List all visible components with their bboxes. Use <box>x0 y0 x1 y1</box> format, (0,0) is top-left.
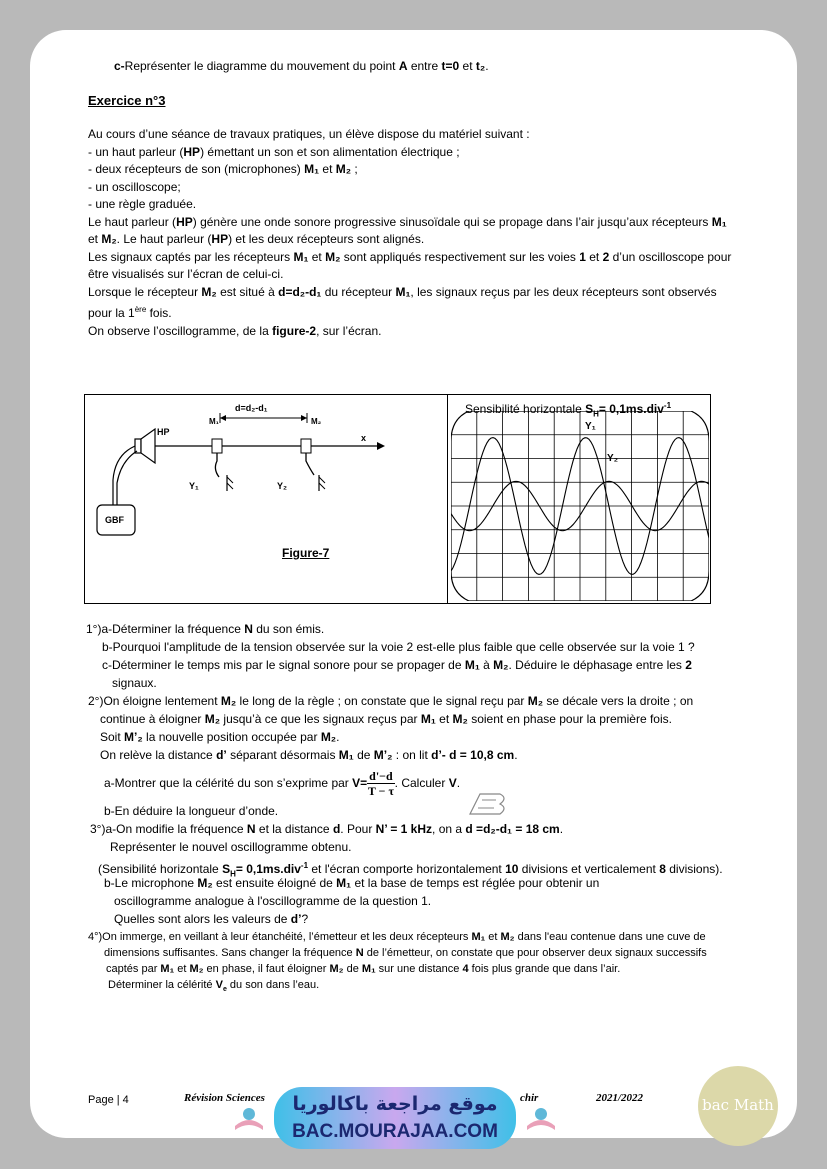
y1-label: Y₁ <box>189 481 199 491</box>
banner-site: BAC.MOURAJAA.COM <box>292 1121 498 1142</box>
header-item: c-Représenter le diagramme du mouvement du point A entre t=0 et t₂. <box>114 59 489 73</box>
footer-left: Révision Sciences <box>184 1092 265 1104</box>
book-logo-icon-right <box>524 1104 558 1134</box>
q4-line4: Déterminer la célérité $V_e$ du son dans l’eau. <box>108 979 320 994</box>
footer-right: chir <box>520 1092 539 1104</box>
setup-diagram <box>85 395 447 603</box>
bac-math-badge <box>698 1066 778 1146</box>
q4-line3: captés par M₁ et M₂ en phase, il faut éloigner M₂ de M₁ sur une distance 4 fois plus grande que dans l’air. <box>106 963 621 975</box>
q2-line4: On relève la distance d’ séparant désormais M₁ de M’₂ : on lit d’- d = 10,8 cm. <box>100 748 518 762</box>
q2b: b-En déduire la longueur d’onde. <box>104 804 279 818</box>
q1c: c-Déterminer le temps mis par le signal sonore pour se propager de M₁ à M₂. Déduire le déphasage entre les 2 <box>102 658 692 672</box>
y2-label: Y₂ <box>277 481 288 491</box>
q2a: a-Montrer que la célérité du son s’exprime par V= $\frac{d'-d}{T - \tau}$ . Calculer V. <box>104 769 461 799</box>
q4-line1: 4°)On immerge, en veillant à leur étanchéité, l’émetteur et les deux récepteurs M₁ et M₂ dans l'eau contenue dans une cuve de <box>88 931 706 943</box>
x-axis-arrow <box>377 442 385 450</box>
figure-box <box>84 394 711 604</box>
q2-line3: Soit M’₂ la nouvelle position occupée par M₂. <box>100 730 340 744</box>
badge-text: bac Math <box>702 1096 774 1114</box>
gbf-label: GBF <box>105 515 124 525</box>
exercise-title: Exercice n°3 <box>88 93 166 108</box>
q3a: 3°)a-On modifie la fréquence N et la distance d. Pour N’ = 1 kHz, on a d =d₂-d₁ = 18 cm. <box>90 822 564 836</box>
scope-y1-label: Y₁ <box>585 421 596 432</box>
footer-year: 2021/2022 <box>596 1092 644 1104</box>
q2-line1: 2°)On éloigne lentement M₂ le long de la règle ; on constate que le signal reçu par M₂ se décale vers la droite ; on <box>88 694 694 708</box>
q1c-cont: signaux. <box>112 676 157 690</box>
q3a-line2: Représenter le nouvel oscillogramme obtenu. <box>110 840 352 854</box>
intro-block: Au cours d’une séance de travaux pratiques, un élève dispose du matériel suivant : - un haut parleur (HP) émettant un son et son alimentation électrique ; - deux récepteurs de son (microphones) M₁ et M₂ ; - un oscilloscope; - une règle graduée. Le haut parleur (HP) génère une onde sonore progressive sinusoïdale qui se propage dans l’air jusqu’aux récepteurs M₁ et M₂. Le haut parleur (HP) et les deux récepteurs sont alignés. Les signaux captés par les récepteurs M₁ et M₂ sont appliqués respectivement sur les voies 1 et 2 d’un oscilloscope pour être visualisés sur l’écran de celui-ci. Lorsque le récepteur M₂ est situé à d=d₂-d₁ du récepteur M₁, les signaux reçus par les deux récepteurs sont observés pour la 1ère fois. On observe l’oscillogramme, de la figure-2, sur l’écran. <box>88 127 732 338</box>
oscilloscope-screen <box>451 411 709 601</box>
m1-label: M₁ <box>209 417 219 426</box>
figure-caption: Figure-7 <box>282 546 330 560</box>
page-number: Page | 4 <box>88 1094 129 1106</box>
distance-arrow-left <box>220 415 226 421</box>
q2-line2: continue à éloigner M₂ jusqu’à ce que les signaux reçus par M₁ et M₂ soient en phase pour la première fois. <box>100 712 672 726</box>
q1b: b-Pourquoi l'amplitude de la tension observée sur la voie 2 est-elle plus faible que celle observée sur la voie 1 ? <box>102 640 695 654</box>
m2-label: M₂ <box>311 417 322 426</box>
q1a: 1°)a-Déterminer la fréquence N du son émis. <box>86 622 325 636</box>
q3a-line3: (Sensibilité horizontale $S_H= 0,1ms.div^{-1}$ et l'écran comporte horizontalement 10 divisions et verticalement 8 divisions). <box>98 861 723 879</box>
watermark-logo-icon <box>466 790 510 818</box>
scope-title: Sensibilité horizontale $S_H= 0,1ms.div^{-1}$ <box>465 401 672 419</box>
book-logo-icon <box>232 1104 266 1134</box>
banner-arabic: موقع مراجعة باكالوريا <box>292 1093 498 1115</box>
site-banner[interactable] <box>274 1087 516 1149</box>
microphone-m1-icon <box>212 439 233 491</box>
hp-label: HP <box>157 427 170 437</box>
distance-arrow-right <box>301 415 307 421</box>
velocity-fraction: $\frac{d'-d}{T - \tau}$ <box>367 769 394 799</box>
q3b-line2: oscillogramme analogue à l'oscillogramme de la question 1. <box>114 894 432 908</box>
q3b: b-Le microphone M₂ est ensuite éloigné de M₁ et la base de temps est réglée pour obtenir un <box>104 876 600 890</box>
q3b-line3: Quelles sont alors les valeurs de d’? <box>114 912 309 926</box>
figure-divider <box>447 395 448 603</box>
microphone-m2-icon <box>301 439 325 491</box>
x-label: x <box>361 433 367 443</box>
scope-y2-label: Y₂ <box>607 453 619 464</box>
distance-label: d=d₂-d₁ <box>235 403 268 413</box>
q4-line2: dimensions suffisantes. Sans changer la fréquence N de l’émetteur, on constate que pour observer deux signaux successifs <box>104 947 707 959</box>
loudspeaker-icon <box>135 429 155 463</box>
